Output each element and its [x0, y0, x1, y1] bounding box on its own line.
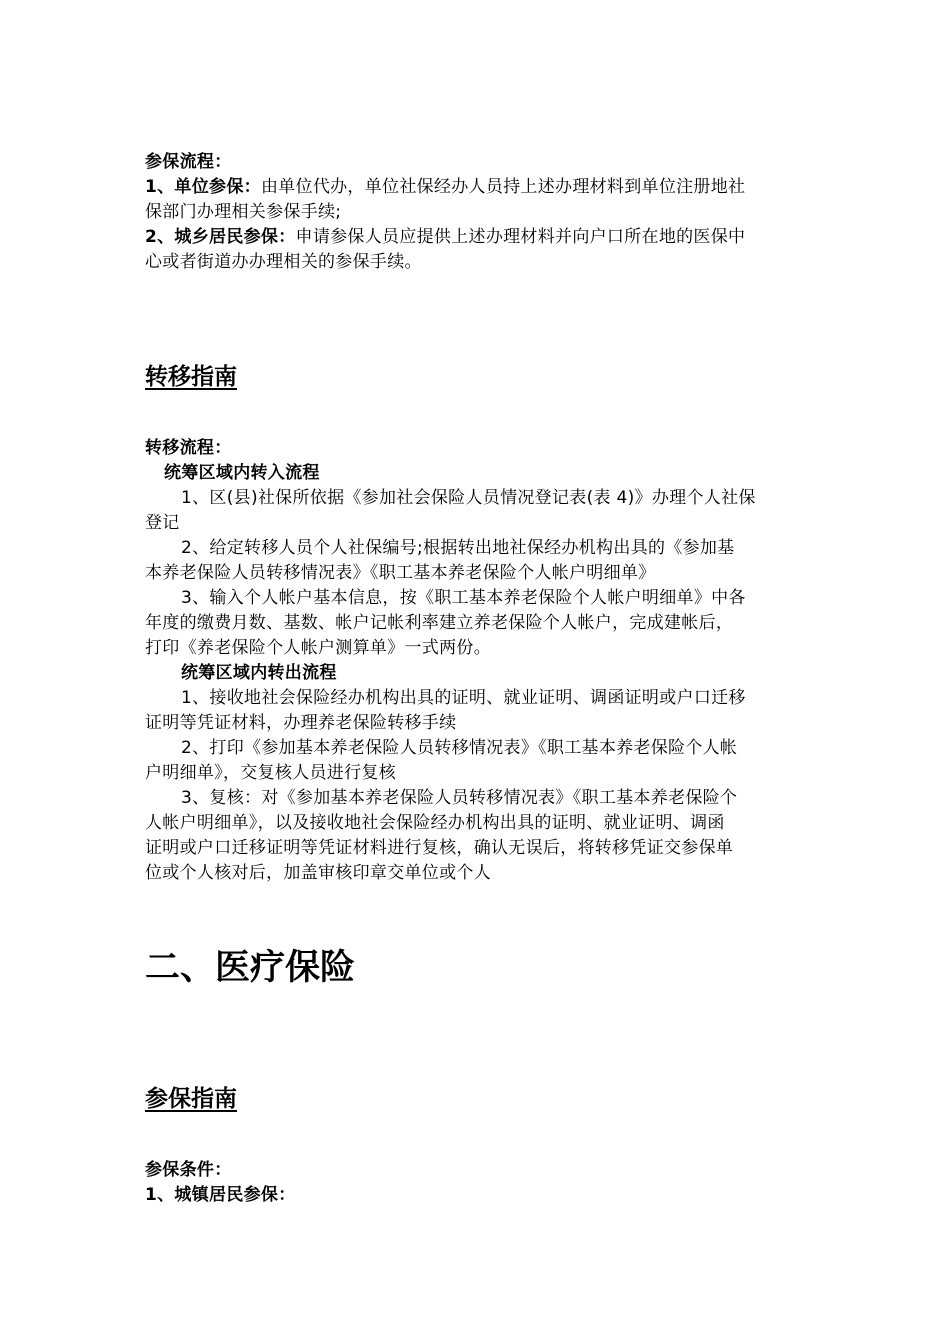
transfer-in-step-3-cont-b: 打印《养老保险个人帐户测算单》一式两份。 [145, 638, 491, 658]
participation-flow-heading: 参保流程： [145, 152, 232, 172]
medical-guide-title: 参保指南 [145, 1086, 237, 1112]
medical-conditions-heading: 参保条件： [145, 1160, 232, 1180]
participation-item-1-cont: 保部门办理相关参保手续; [145, 202, 342, 222]
transfer-in-step-1: 1、区(县)社保所依据《参加社会保险人员情况登记表(表 4)》办理个人社保 [181, 488, 756, 508]
participation-item-1 [145, 175, 745, 199]
participation-item-1-text: 由单位代办，单位社保经办人员持上述办理材料到单位注册地社 [260, 177, 746, 197]
transfer-in-step-2: 2、给定转移人员个人社保编号;根据转出地社保经办机构出具的《参加基 [181, 538, 735, 558]
transfer-out-step-3: 3、复核：对《参加基本养老保险人员转移情况表》《职工基本养老保险个 [181, 788, 738, 808]
transfer-in-heading: 统筹区域内转入流程 [164, 463, 320, 483]
participation-item-2-text: 申请参保人员应提供上述办理材料并向户口所在地的医保中 [295, 227, 746, 247]
transfer-out-step-3-cont-b: 证明或户口迁移证明等凭证材料进行复核，确认无误后，将转移凭证交参保单 [145, 838, 734, 858]
participation-item-1-label: 1、单位参保： [145, 177, 261, 197]
transfer-out-step-1: 1、接收地社会保险经办机构出具的证明、就业证明、调函证明或户口迁移 [181, 688, 746, 708]
participation-item-2-label: 2、城乡居民参保： [145, 227, 296, 247]
transfer-flow-heading: 转移流程： [145, 438, 232, 458]
transfer-in-step-1-cont: 登记 [145, 513, 180, 533]
transfer-in-step-2-cont: 本养老保险人员转移情况表》《职工基本养老保险个人帐户明细单》 [145, 563, 656, 583]
transfer-in-step-3: 3、输入个人帐户基本信息，按《职工基本养老保险个人帐户明细单》中各 [181, 588, 746, 608]
medical-insurance-title: 二、医疗保险 [145, 948, 356, 988]
transfer-out-step-3-cont-c: 位或个人核对后，加盖审核印章交单位或个人 [145, 863, 491, 883]
transfer-out-step-3-cont-a: 人帐户明细单》，以及接收地社会保险经办机构出具的证明、就业证明、调函 [145, 813, 725, 833]
transfer-guide-title: 转移指南 [145, 364, 237, 390]
transfer-out-step-1-cont: 证明等凭证材料，办理养老保险转移手续 [145, 713, 457, 733]
transfer-out-step-2: 2、打印《参加基本养老保险人员转移情况表》《职工基本养老保险个人帐 [181, 738, 738, 758]
transfer-out-heading: 统筹区域内转出流程 [181, 663, 337, 683]
participation-item-2-cont: 心或者街道办办理相关的参保手续。 [145, 252, 422, 272]
transfer-in-step-3-cont-a: 年度的缴费月数、基数、帐户记帐利率建立养老保险个人帐户，完成建帐后， [145, 613, 734, 633]
participation-item-2 [145, 225, 745, 249]
medical-conditions-item-1: 1、城镇居民参保： [145, 1185, 296, 1205]
transfer-out-step-2-cont: 户明细单》，交复核人员进行复核 [145, 763, 396, 783]
